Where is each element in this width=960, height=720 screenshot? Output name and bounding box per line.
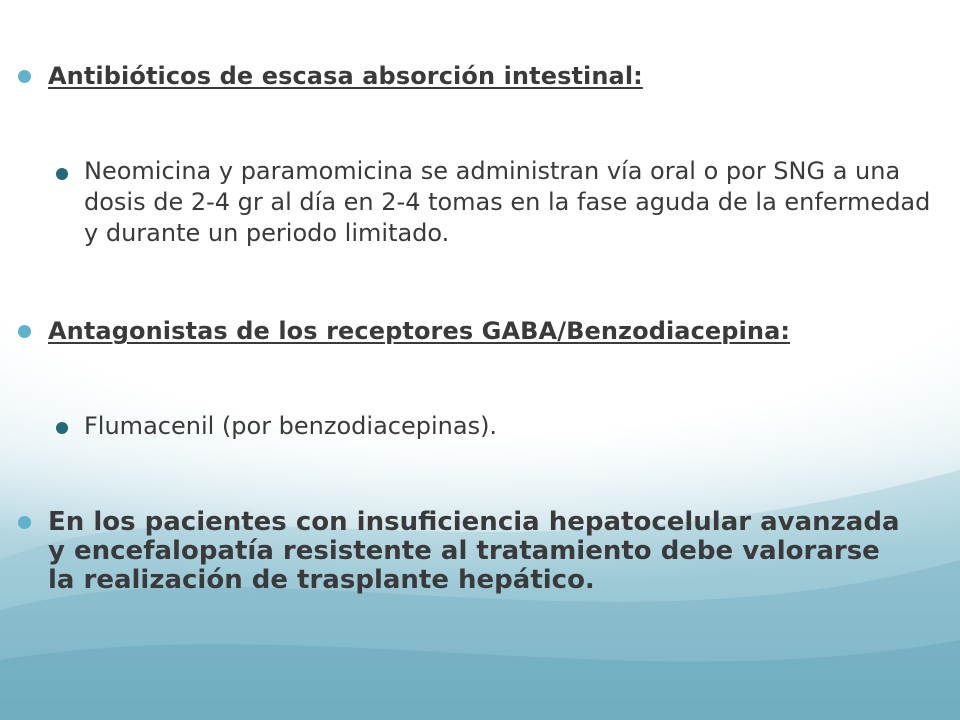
- bullet-icon: [18, 70, 31, 83]
- neomicina-item: Neomicina y paramomicina se administran vía oral o por SNG a una dosis de 2-4 gr al día en 2-4 tomas en la fase aguda de la enfermedad y durante un periodo limitado.: [84, 157, 931, 247]
- bullet-icon: [18, 325, 31, 338]
- bullet-icon: [18, 516, 31, 529]
- sub-bullet-icon: [56, 168, 68, 180]
- conclusion-paragraph: En los pacientes con insuficiencia hepatocelular avanzada y encefalopatía resistente al tratamiento debe valorarse la realización de trasplante hepático.: [48, 507, 900, 595]
- section-heading-antagonistas: Antagonistas de los receptores GABA/Benzodiacepina:: [48, 317, 791, 345]
- section-heading-antibioticos: Antibióticos de escasa absorción intestinal:: [48, 62, 643, 90]
- flumacenil-item: Flumacenil (por benzodiacepinas).: [84, 412, 498, 440]
- sub-bullet-icon: [56, 422, 68, 434]
